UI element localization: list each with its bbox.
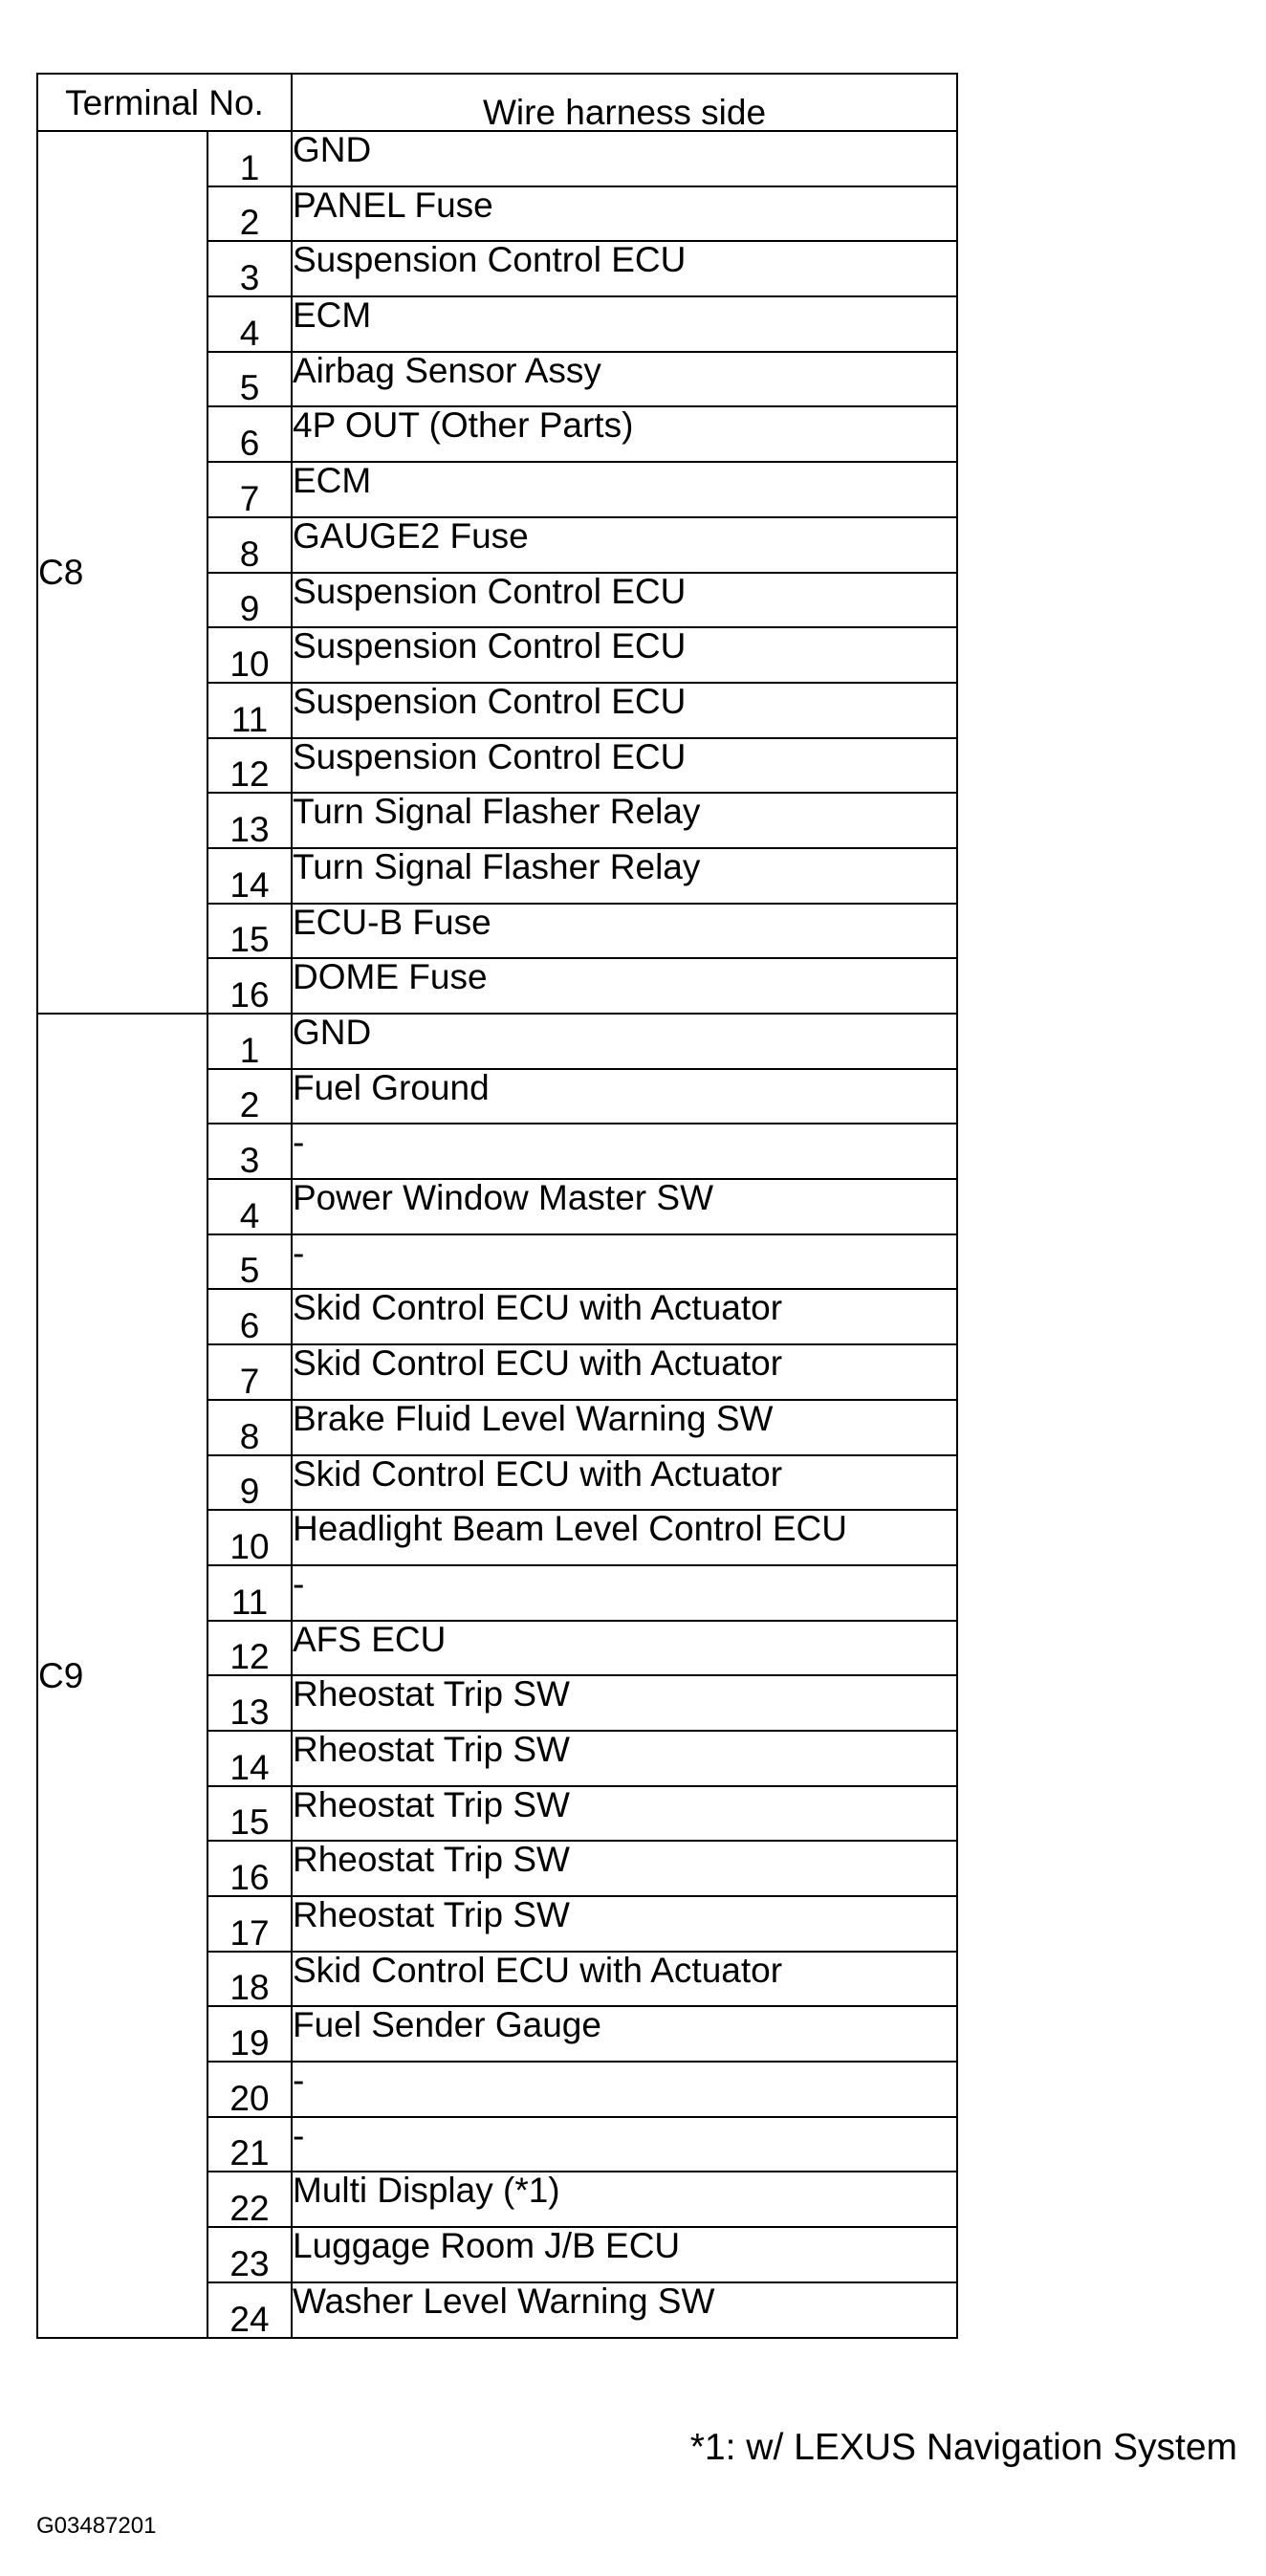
wire-harness-description: - (292, 1124, 957, 1179)
terminal-number: 15 (207, 1786, 292, 1842)
table-row (37, 1014, 957, 1069)
wire-harness-description: Brake Fluid Level Warning SW (292, 1400, 957, 1455)
wire-harness-description: Suspension Control ECU (292, 573, 957, 628)
terminal-number: 2 (207, 186, 292, 242)
wire-harness-description: ECM (292, 296, 957, 352)
wire-harness-description: Suspension Control ECU (292, 241, 957, 296)
terminal-number: 12 (207, 738, 292, 794)
wire-harness-description: Luggage Room J/B ECU (292, 2227, 957, 2282)
wire-harness-description: - (292, 2117, 957, 2172)
wire-harness-description: Rheostat Trip SW (292, 1731, 957, 1786)
terminal-number: 5 (207, 352, 292, 407)
terminal-number: 7 (207, 462, 292, 517)
terminal-number: 14 (207, 1731, 292, 1786)
terminal-number: 7 (207, 1344, 292, 1400)
wire-harness-description: Washer Level Warning SW (292, 2282, 957, 2338)
wire-harness-description: PANEL Fuse (292, 186, 957, 242)
wire-harness-description: - (292, 2062, 957, 2117)
wire-harness-description: Turn Signal Flasher Relay (292, 793, 957, 848)
terminal-number: 1 (207, 131, 292, 186)
wire-harness-description: GND (292, 1014, 957, 1069)
figure-id: G03487201 (36, 2513, 157, 2539)
terminal-number: 1 (207, 1014, 292, 1069)
wire-harness-description: GAUGE2 Fuse (292, 517, 957, 573)
wire-harness-description: Skid Control ECU with Actuator (292, 1289, 957, 1344)
wire-harness-description: Skid Control ECU with Actuator (292, 1952, 957, 2007)
terminal-number: 12 (207, 1621, 292, 1676)
wire-harness-description: Rheostat Trip SW (292, 1675, 957, 1731)
terminal-number: 16 (207, 958, 292, 1014)
terminal-number: 21 (207, 2117, 292, 2172)
wire-harness-description: Skid Control ECU with Actuator (292, 1344, 957, 1400)
terminal-number: 4 (207, 296, 292, 352)
connector-group-label: C9 (37, 1014, 207, 2338)
terminal-number: 9 (207, 1455, 292, 1511)
wire-harness-description: - (292, 1234, 957, 1290)
wire-harness-description: - (292, 1565, 957, 1621)
terminal-number: 10 (207, 627, 292, 683)
wire-harness-description: Fuel Sender Gauge (292, 2006, 957, 2062)
wire-harness-description: DOME Fuse (292, 958, 957, 1014)
terminal-number: 20 (207, 2062, 292, 2117)
terminal-number: 8 (207, 517, 292, 573)
wire-harness-description: 4P OUT (Other Parts) (292, 406, 957, 462)
footnote: *1: w/ LEXUS Navigation System (689, 2427, 1237, 2468)
terminal-number: 19 (207, 2006, 292, 2062)
wire-harness-description: Rheostat Trip SW (292, 1841, 957, 1896)
wire-harness-description: Skid Control ECU with Actuator (292, 1455, 957, 1511)
wire-harness-description: Suspension Control ECU (292, 738, 957, 794)
wire-harness-description: Headlight Beam Level Control ECU (292, 1510, 957, 1565)
terminal-number: 24 (207, 2282, 292, 2338)
terminal-number: 6 (207, 406, 292, 462)
header-wire-harness-side: Wire harness side (292, 74, 957, 131)
terminal-number: 16 (207, 1841, 292, 1896)
wire-harness-description: Rheostat Trip SW (292, 1786, 957, 1842)
table-body (37, 131, 957, 2338)
wire-harness-description: Suspension Control ECU (292, 683, 957, 738)
terminal-number: 8 (207, 1400, 292, 1455)
terminal-number: 6 (207, 1289, 292, 1344)
wire-harness-description: Fuel Ground (292, 1069, 957, 1124)
terminal-number: 13 (207, 793, 292, 848)
wire-harness-description: Rheostat Trip SW (292, 1896, 957, 1952)
terminal-number: 3 (207, 241, 292, 296)
terminal-number: 9 (207, 573, 292, 628)
wire-harness-description: Power Window Master SW (292, 1179, 957, 1234)
connector-group-label: C8 (37, 131, 207, 1014)
terminal-number: 14 (207, 848, 292, 904)
terminal-table (36, 73, 958, 2339)
terminal-number: 13 (207, 1675, 292, 1731)
terminal-number: 23 (207, 2227, 292, 2282)
terminal-number: 11 (207, 683, 292, 738)
table-header-row (37, 74, 957, 131)
wire-harness-description: ECU-B Fuse (292, 904, 957, 959)
terminal-number: 17 (207, 1896, 292, 1952)
terminal-number: 2 (207, 1069, 292, 1124)
terminal-number: 15 (207, 904, 292, 959)
terminal-number: 10 (207, 1510, 292, 1565)
terminal-number: 4 (207, 1179, 292, 1234)
terminal-number: 5 (207, 1234, 292, 1290)
terminal-number: 11 (207, 1565, 292, 1621)
header-terminal-no: Terminal No. (37, 74, 292, 131)
terminal-number: 3 (207, 1124, 292, 1179)
table-row (37, 131, 957, 186)
wire-harness-description: Suspension Control ECU (292, 627, 957, 683)
wire-harness-description: GND (292, 131, 957, 186)
terminal-number: 22 (207, 2172, 292, 2227)
wire-harness-description: Airbag Sensor Assy (292, 352, 957, 407)
wire-harness-description: Turn Signal Flasher Relay (292, 848, 957, 904)
wire-harness-description: Multi Display (*1) (292, 2172, 957, 2227)
wire-harness-description: ECM (292, 462, 957, 517)
terminal-number: 18 (207, 1952, 292, 2007)
wire-harness-description: AFS ECU (292, 1621, 957, 1676)
